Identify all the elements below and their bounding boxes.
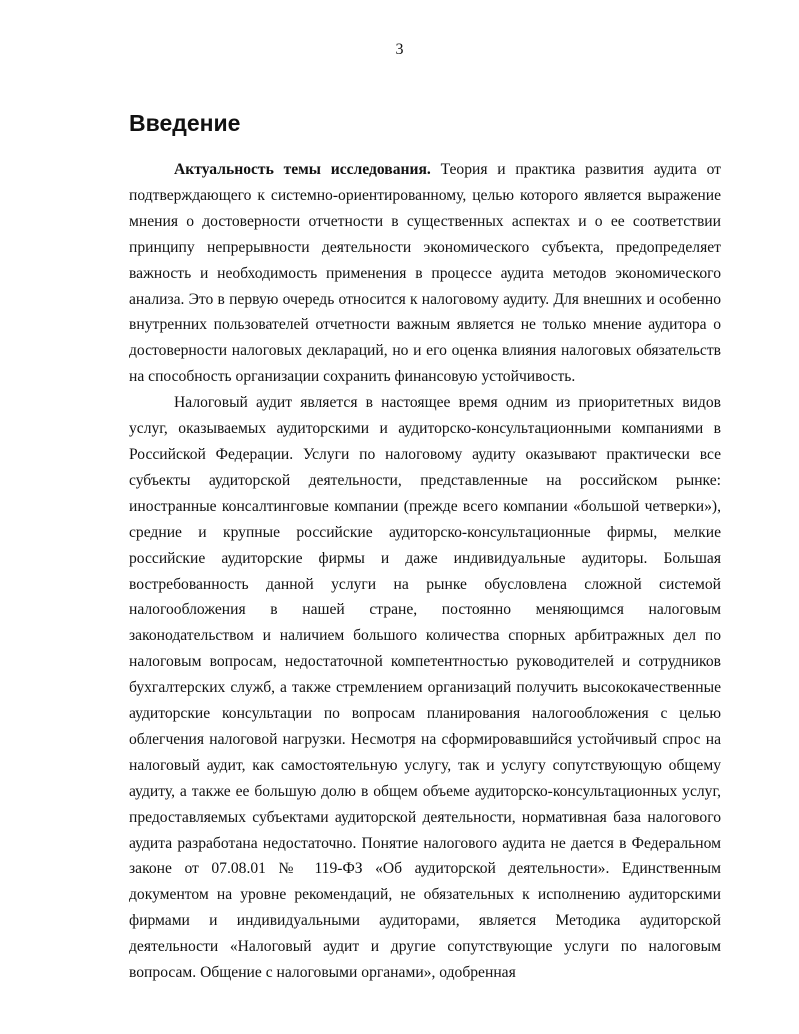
paragraph-run-in-heading: Актуальность темы исследования. — [174, 161, 431, 178]
paragraph-tax-audit: Налоговый аудит является в настоящее время одним из приоритетных видов услуг, оказываемых аудиторскими и аудиторско-консультационными компаниями в Российской Федерации. Услуги по налоговому аудиту оказывают практически все субъекты аудиторской деятельности, представленные на российском рынке: иностранные консалтинговые компании (прежде всего компании «большой четверки»), средние и крупные российские аудиторско-консультационные фирмы, мелкие российские аудиторские фирмы и даже индивидуальные аудиторы. Большая востребованность данной услуги на рынке обусловлена сложной системой налогообложения в нашей стране, постоянно меняющимся налоговым законодательством и наличием большого количества спорных арбитражных дел по налоговым вопросам, недостаточной компетентностью руководителей и сотрудников бухгалтерских служб, а также стремлением организаций получить высококачественные аудиторские консультации по вопросам планирования налогообложения с целью облегчения налоговой нагрузки. Несмотря на сформировавшийся устойчивый спрос на налоговый аудит, как самостоятельную услугу, так и услугу сопутствующую общему аудиту, а также ее большую долю в общем объеме аудиторско-консультационных услуг, предоставляемых субъектами аудиторской деятельности, нормативная база налогового аудита разработана недостаточно. Понятие налогового аудита не дается в Федеральном законе от 07.08.01 № 119-ФЗ «Об аудиторской деятельности». Единственным документом на уровне рекомендаций, не обязательных к исполнению аудиторскими фирмами и индивидуальными аудиторами, является Методика аудиторской деятельности «Налоговый аудит и другие сопутствующие услуги по налоговым вопросам. Общение с налоговыми органами», одобренная — [129, 394, 721, 982]
body-text — [129, 157, 721, 986]
page-number: 3 — [395, 41, 404, 58]
paragraph-relevance — [129, 157, 721, 390]
section-heading: Введение — [129, 110, 241, 136]
paragraph-text: Теория и практика развития аудита от подтверждающего к системно-ориентированному, целью которого является выражение мнения о достоверности отчетности в существенных аспектах и о ее соответствии принципу непрерывности деятельности экономического субъекта, предопределяет важность и необходимость применения в процессе аудита методов экономического анализа. Это в первую очередь относится к налоговому аудиту. Для внешних и особенно внутренних пользователей отчетности важным является не только мнение аудитора о достоверности налоговых деклараций, но и его оценка влияния налоговых обязательств на способность организации сохранить финансовую устойчивость. — [129, 161, 721, 386]
